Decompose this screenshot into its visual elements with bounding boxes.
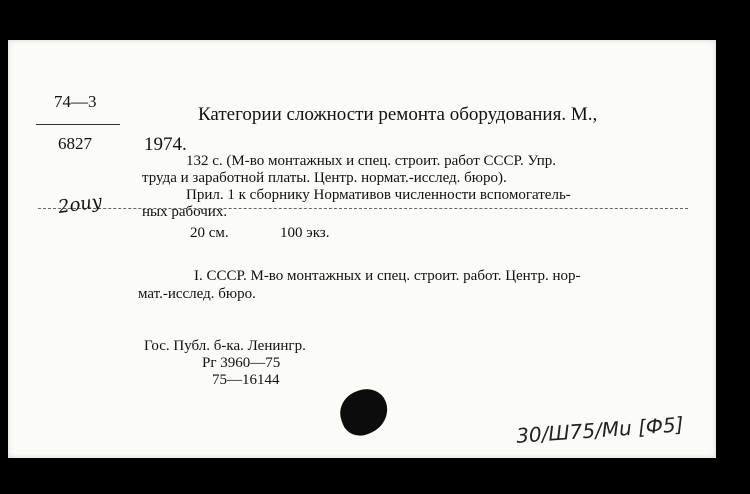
call-number-bottom: 6827 xyxy=(58,134,92,153)
card-title: Категории сложности ремонта оборудования. М., xyxy=(198,104,598,125)
scan-border-top xyxy=(0,30,750,40)
handwritten-mark: 2ouy xyxy=(56,191,104,218)
publication-year: 1974. xyxy=(144,134,187,155)
added-entry-line-1: I. СССР. М-во монтажных и спец. строит. работ. Центр. нор- xyxy=(194,268,581,284)
ruling-line xyxy=(38,208,688,209)
pencil-note: 30/Ш75/Mu [Ф5] xyxy=(515,412,685,448)
copies-text: 100 экз. xyxy=(280,225,330,241)
description-line-3: Прил. 1 к сборнику Нормативов численности вспомогатель- xyxy=(186,187,571,203)
description-line-2: труда и заработной платы. Центр. нормат.-исслед. бюро). xyxy=(142,170,507,186)
added-entry-line-2: мат.-исслед. бюро. xyxy=(138,286,256,302)
description-line-1: 132 с. (М-во монтажных и спец. строит. работ СССР. Упр. xyxy=(186,153,557,169)
call-number-divider xyxy=(36,124,120,125)
library-line-1: Гос. Публ. б-ка. Ленингр. xyxy=(144,338,306,354)
library-line-3: 75—16144 xyxy=(212,372,280,388)
size-text: 20 см. xyxy=(190,225,229,241)
library-line-2: Рг 3960—75 xyxy=(202,355,281,371)
call-number-top: 74—3 xyxy=(54,92,97,111)
description-line-4: ных рабочих. xyxy=(142,204,228,220)
